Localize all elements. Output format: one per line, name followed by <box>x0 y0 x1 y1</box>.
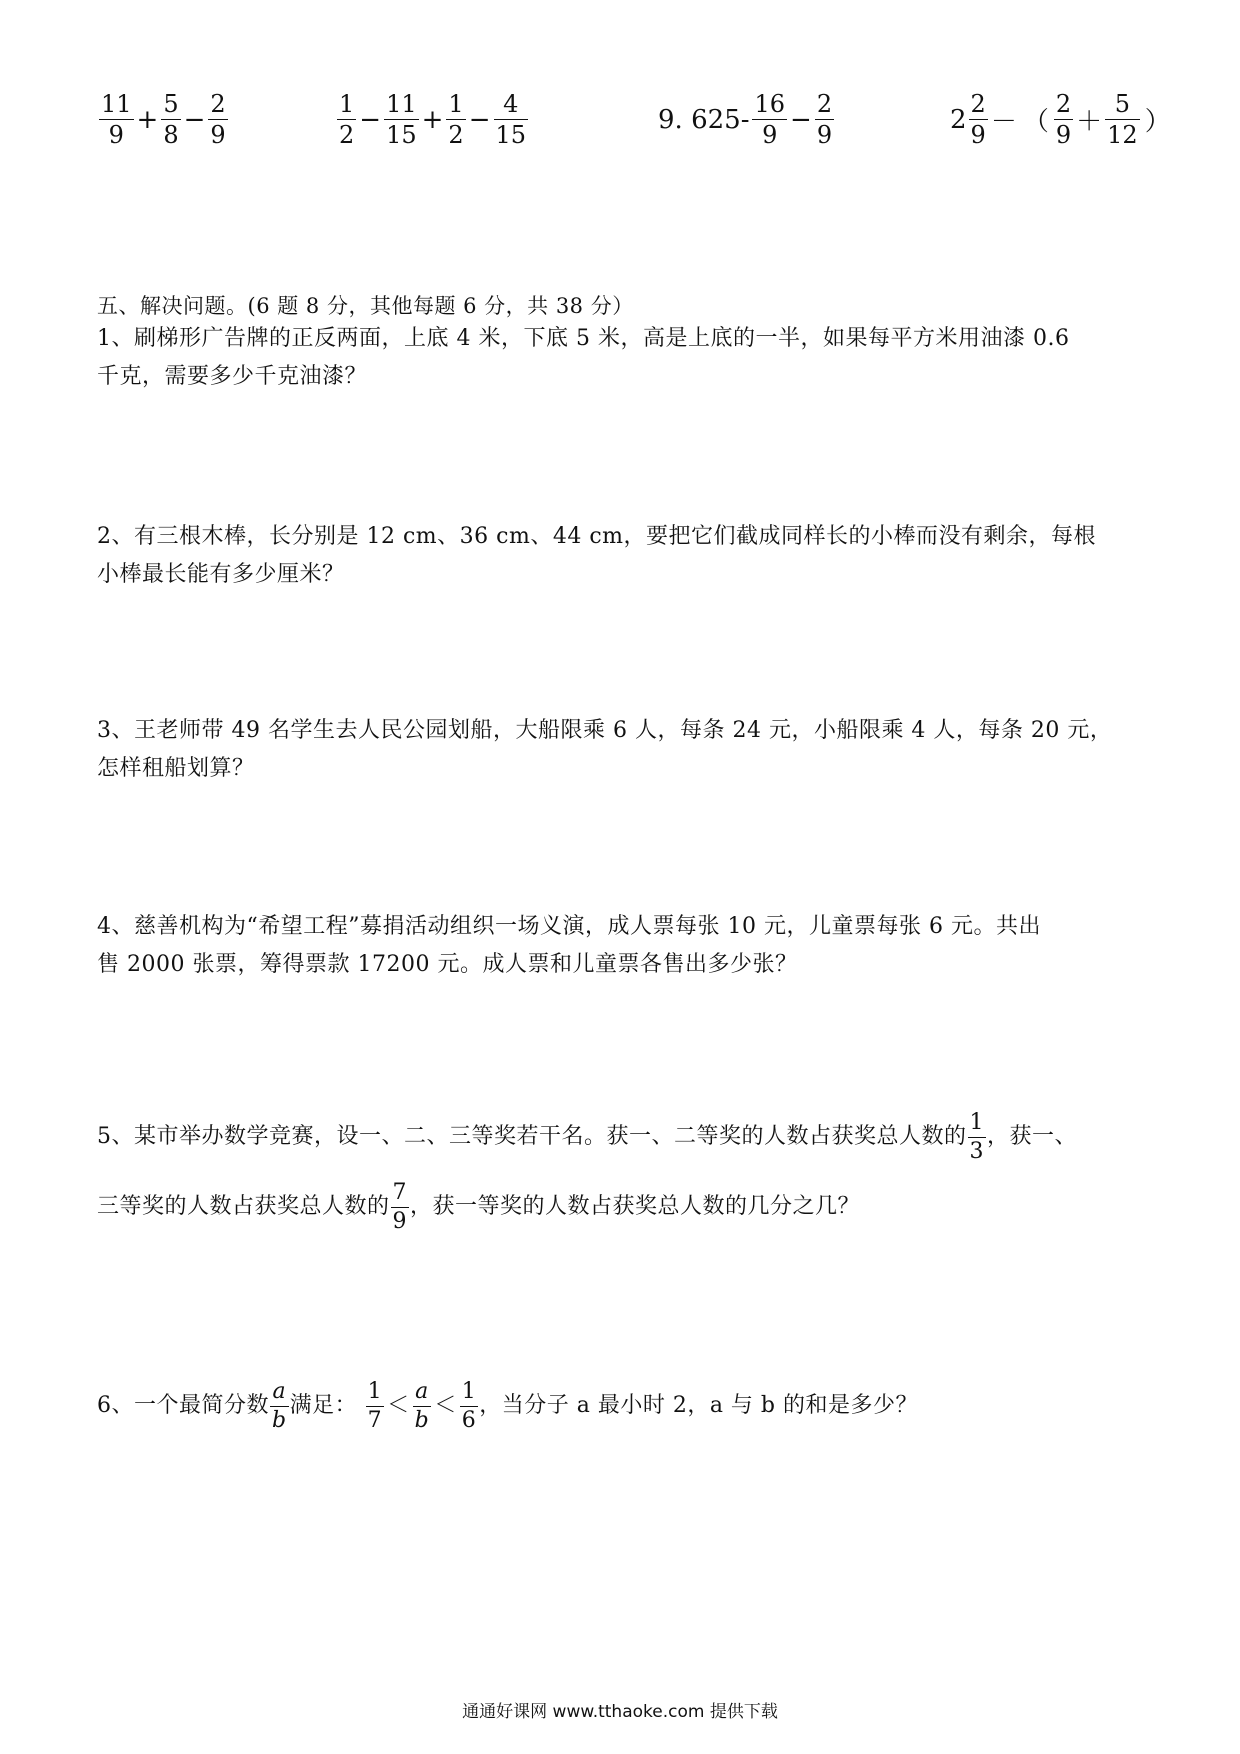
fraction-bar <box>270 1406 289 1407</box>
fraction-numerator: 4 <box>503 90 519 118</box>
fraction-seven-ninths <box>391 1179 410 1234</box>
fraction-denominator: 7 <box>367 1407 383 1433</box>
fraction-bar <box>366 1406 385 1407</box>
fraction-bar <box>161 119 180 120</box>
fraction-bar <box>337 119 356 120</box>
fraction-bar <box>815 119 834 120</box>
fraction-denominator: 8 <box>163 121 179 149</box>
problem-2-line-1: 2、有三根木棒，长分别是 12 cm、36 cm、44 cm，要把它们截成同样长的小棒而没有剩余，每根 <box>97 524 1097 549</box>
fraction-denominator: 9 <box>970 121 986 149</box>
fraction-bar <box>969 119 988 120</box>
fraction-numerator: 1 <box>461 1378 477 1404</box>
problem-2-line-2: 小棒最长能有多少厘米？ <box>97 562 345 587</box>
fraction-numerator: 1 <box>448 90 464 118</box>
problem-1-line-2: 千克，需要多少千克油漆？ <box>97 364 368 389</box>
operator-sign: ＋ <box>1076 107 1103 137</box>
fraction-bar <box>494 119 529 120</box>
problem-6-text-a: 6、一个最简分数 <box>97 1393 269 1418</box>
calculation-row <box>0 92 1240 172</box>
fraction-numerator: a <box>272 1378 287 1404</box>
operator-sign: + <box>421 104 444 135</box>
parenthesis: ） <box>1144 107 1171 137</box>
problem-4-line-1: 4、慈善机构为“希望工程”募捐活动组织一场义演，成人票每张 10 元，儿童票每张 6 元。共出 <box>97 914 1041 939</box>
parenthesis: （ <box>1022 107 1049 137</box>
fraction-denominator: 9 <box>392 1208 408 1234</box>
fraction-denominator: 2 <box>339 121 355 149</box>
fraction <box>337 92 356 147</box>
fraction <box>494 92 529 147</box>
fraction-numerator: 2 <box>1055 90 1072 118</box>
fraction-denominator: 15 <box>386 121 417 149</box>
fraction-denominator: 9 <box>210 121 226 149</box>
fraction-denominator: 9 <box>762 121 778 149</box>
problem-2 <box>97 518 1157 594</box>
fraction <box>1054 92 1073 147</box>
fraction-denominator: 6 <box>461 1407 477 1433</box>
fraction-one-third <box>968 1109 987 1164</box>
fraction-denominator: 9 <box>816 121 833 149</box>
operator-sign: － <box>990 107 1017 137</box>
problem-5-text-2a: 三等奖的人数占获奖总人数的 <box>97 1194 390 1219</box>
fraction-numerator: a <box>415 1378 429 1404</box>
fraction-numerator: 11 <box>101 90 132 118</box>
expression-1 <box>98 92 229 147</box>
fraction-numerator: 11 <box>386 90 417 118</box>
fraction-a-over-b <box>270 1378 289 1433</box>
problem-5-line-1 <box>97 1102 1157 1172</box>
expression-4 <box>950 92 1175 147</box>
problem-4 <box>97 908 1157 984</box>
fraction-numerator: 7 <box>392 1179 408 1205</box>
fraction-bar <box>99 119 134 120</box>
less-than-sign-2: ＜ <box>434 1393 457 1418</box>
problem-5-text-2b: ，获一等奖的人数占获奖总人数的几分之几？ <box>410 1194 861 1219</box>
fraction-numerator: 2 <box>970 90 986 118</box>
fraction <box>446 92 465 147</box>
fraction-denominator: 15 <box>495 121 527 149</box>
fraction <box>969 92 988 147</box>
operator-sign: − <box>790 104 812 135</box>
fraction-denominator: 9 <box>1055 121 1072 149</box>
fraction-denominator: b <box>272 1407 287 1433</box>
fraction-numerator: 16 <box>754 90 786 118</box>
fraction-bar <box>968 1137 987 1138</box>
fraction <box>99 92 134 147</box>
fraction-bar <box>208 119 227 120</box>
problem-5-text-1b: ，获一、 <box>987 1124 1078 1149</box>
problem-6-text-c: ，当分子 a 最小时 2，a 与 b 的和是多少？ <box>479 1393 919 1418</box>
fraction-bar <box>446 119 465 120</box>
fraction-denominator: 3 <box>969 1138 984 1164</box>
expression-2 <box>336 92 529 147</box>
footer-source: 通通好课网 www.tthaoke.com 提供下载 <box>462 1702 778 1722</box>
expression-3 <box>656 92 835 147</box>
fraction-numerator: 1 <box>969 1109 984 1135</box>
fraction-numerator: 5 <box>1114 90 1131 118</box>
fraction-bar <box>384 119 419 120</box>
fraction-numerator: 1 <box>339 90 355 118</box>
fraction-bar <box>460 1406 479 1407</box>
fraction-bar <box>391 1207 410 1208</box>
fraction-a-over-b-2 <box>413 1378 432 1433</box>
fraction <box>752 92 787 147</box>
fraction-numerator: 5 <box>163 90 179 118</box>
fraction-one-sixth <box>460 1378 479 1433</box>
fraction-denominator: 12 <box>1107 121 1138 149</box>
fraction <box>1105 92 1140 147</box>
expression-lead-number: 9. 625- <box>658 104 750 135</box>
fraction <box>384 92 419 147</box>
problem-6-text-b: 满足： <box>289 1393 358 1418</box>
fraction-denominator: b <box>414 1407 430 1433</box>
fraction <box>161 92 180 147</box>
operator-sign: − <box>359 104 382 135</box>
operator-sign: − <box>468 104 491 135</box>
problem-5-line-2 <box>97 1172 1157 1242</box>
fraction-bar <box>1054 119 1073 120</box>
operator-sign: + <box>136 104 159 135</box>
problem-5-text-1a: 5、某市举办数学竞赛，设一、二、三等奖若干名。获一、二等奖的人数占获奖总人数的 <box>97 1124 967 1149</box>
fraction-denominator: 2 <box>448 121 464 149</box>
fraction-numerator: 2 <box>210 90 226 118</box>
fraction-one-seventh <box>366 1378 385 1433</box>
problem-3 <box>97 712 1157 788</box>
fraction <box>208 92 227 147</box>
section-title: 五、解决问题。(6 题 8 分，其他每题 6 分，共 38 分） <box>97 294 634 318</box>
less-than-sign: ＜ <box>387 1393 410 1418</box>
fraction-bar <box>413 1406 432 1407</box>
mixed-number-whole: 2 <box>950 104 967 135</box>
problem-3-line-2: 怎样租船划算？ <box>97 756 255 781</box>
operator-sign: − <box>183 104 206 135</box>
fraction <box>815 92 834 147</box>
problem-1-line-1: 1、刷梯形广告牌的正反两面，上底 4 米，下底 5 米，高是上底的一半，如果每平方米用油漆 0.6 <box>97 326 1070 351</box>
problem-5 <box>97 1102 1157 1242</box>
fraction-denominator: 9 <box>108 121 124 149</box>
problem-6 <box>97 1378 1157 1434</box>
fraction-bar <box>752 119 787 120</box>
fraction-bar <box>1105 119 1140 120</box>
problem-4-line-2: 售 2000 张票，筹得票款 17200 元。成人票和儿童票各售出多少张？ <box>97 952 798 977</box>
fraction-numerator: 1 <box>367 1378 383 1404</box>
fraction-numerator: 2 <box>816 90 833 118</box>
problem-1 <box>97 320 1157 396</box>
problem-3-line-1: 3、王老师带 49 名学生去人民公园划船，大船限乘 6 人，每条 24 元，小船限乘 4 人，每条 20 元， <box>97 718 1113 743</box>
